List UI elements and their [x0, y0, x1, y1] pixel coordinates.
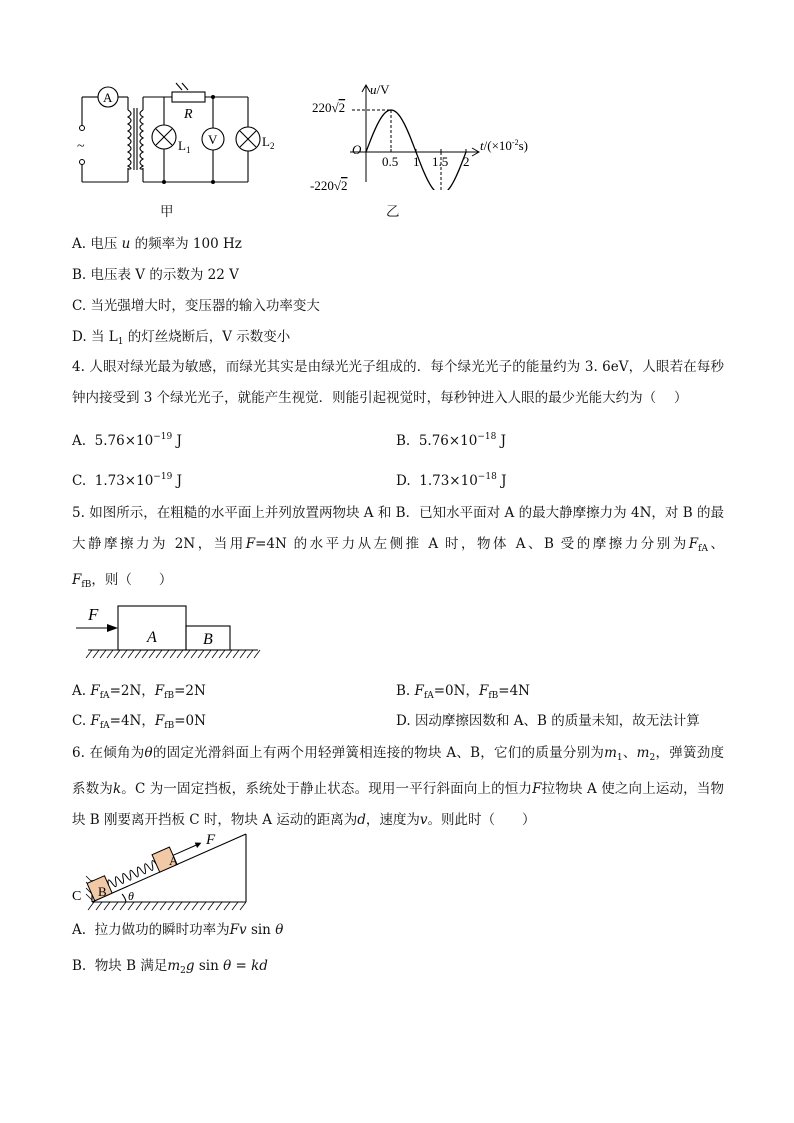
voltmeter-label: V [208, 132, 218, 147]
q4-option-b: B. $5.76\times 10^{-18}$ J [396, 432, 507, 449]
q6-force-label: F [206, 832, 216, 848]
circuit-diagram [72, 80, 292, 192]
q6-block-b-label: B [98, 884, 107, 899]
u-axis-label: u/V [370, 82, 390, 97]
origin-label: O [352, 142, 362, 157]
q6-angle-label: θ [128, 889, 134, 903]
t-axis-label: $t/(\times 10^{-2}s)$ [480, 138, 528, 153]
voltage-time-graph [310, 80, 550, 190]
lamp1-label: $L_1$ [178, 138, 191, 155]
resistor-label: R [184, 107, 193, 122]
source-symbol: ~ [77, 139, 85, 154]
q3-option-c: C. 当光强增大时，变压器的输入功率变大 [72, 298, 320, 314]
q4-option-a: A. $5.76\times 10^{-19}$ J [72, 432, 182, 449]
lamp2-label: $L_2$ [262, 134, 275, 151]
x-tick-label: 2 [463, 154, 470, 169]
q4-option-d: D. $1.73\times 10^{-18}$ J [396, 472, 507, 489]
q5-option-c: C. $F_{fA}=4N$，$F_{fB}=0N$ [72, 713, 206, 731]
x-tick-label: 1.5 [432, 154, 449, 169]
x-tick-label: 0.5 [382, 154, 399, 169]
q4-option-c: C. $1.73\times 10^{-19}$ J [72, 472, 183, 489]
q5-block-b-label: B [203, 631, 213, 648]
incline-figure [70, 828, 254, 914]
q6-option-b: B. 物块 B 满足$m_2g$ sin θ = kd [72, 958, 268, 976]
peak-neg-label: -220√2 [310, 178, 348, 190]
q5-stem: 5. 如图所示，在粗糙的水平面上并列放置两物块 A 和 B．已知水平面对 A 的最大静摩擦力为 4N，对 B 的最大静摩擦力为 2N，当用F=4N 的水平力从左侧推 A 时，物体 A、B 受的摩擦力分别为$F_{fA}$、$F_{fB}$，则（ ） [72, 505, 725, 590]
q6-stem: 6. 在倾角为θ的固定光滑斜面上有两个用轻弹簧相连接的物块 A、B，它们的质量分别为$m_1$、$m_2$，弹簧劲度系数为k。C 为一固定挡板，系统处于静止状态。现用一平行斜面向上的恒力F拉物块 A 使之向上运动，当物块 B 刚要离开挡板 C 时，物块 A 运动的距离为d，速度为v。则此时（ ） [72, 745, 725, 828]
q6-block-a-label: A [169, 853, 179, 868]
q3-option-d: D. 当 $L_1$ 的灯丝烧断后，V 示数变小 [72, 329, 291, 347]
q5-block-a-label: A [147, 629, 157, 646]
figure-caption-left: 甲 [160, 204, 174, 220]
q5-force-label: F [88, 605, 99, 624]
q5-option-d: D. 因动摩擦因数和 A、B 的质量未知，故无法计算 [396, 713, 700, 729]
q6-wall-label: C [72, 889, 82, 904]
q3-option-b: B. 电压表 V 的示数为 22 V [72, 267, 239, 283]
q3-option-a: A. 电压 u 的频率为 100 Hz [72, 236, 242, 252]
q5-option-b: B. $F_{fA}=0N$，$F_{fB}=4N$ [396, 683, 530, 701]
q6-option-a: A. 拉力做功的瞬时功率为Fv sin θ [72, 922, 284, 938]
ammeter-label: A [103, 90, 113, 105]
peak-pos-label: 220√2 [312, 100, 346, 115]
q5-option-a: A. $F_{fA}=2N$，$F_{fB}=2N$ [72, 683, 206, 701]
blocks-figure [74, 598, 264, 666]
x-tick-label: 1 [413, 154, 420, 169]
figure-caption-right: 乙 [386, 204, 400, 220]
q4-stem: 4. 人眼对绿光最为敏感，而绿光其实是由绿光光子组成的．每个绿光光子的能量约为 3. 6eV，人眼若在每秒钟内接受到 3 个绿光光子，就能产生视觉．则能引起视觉时，每秒钟进入人眼的最少光能大约为（ ） [72, 359, 724, 406]
